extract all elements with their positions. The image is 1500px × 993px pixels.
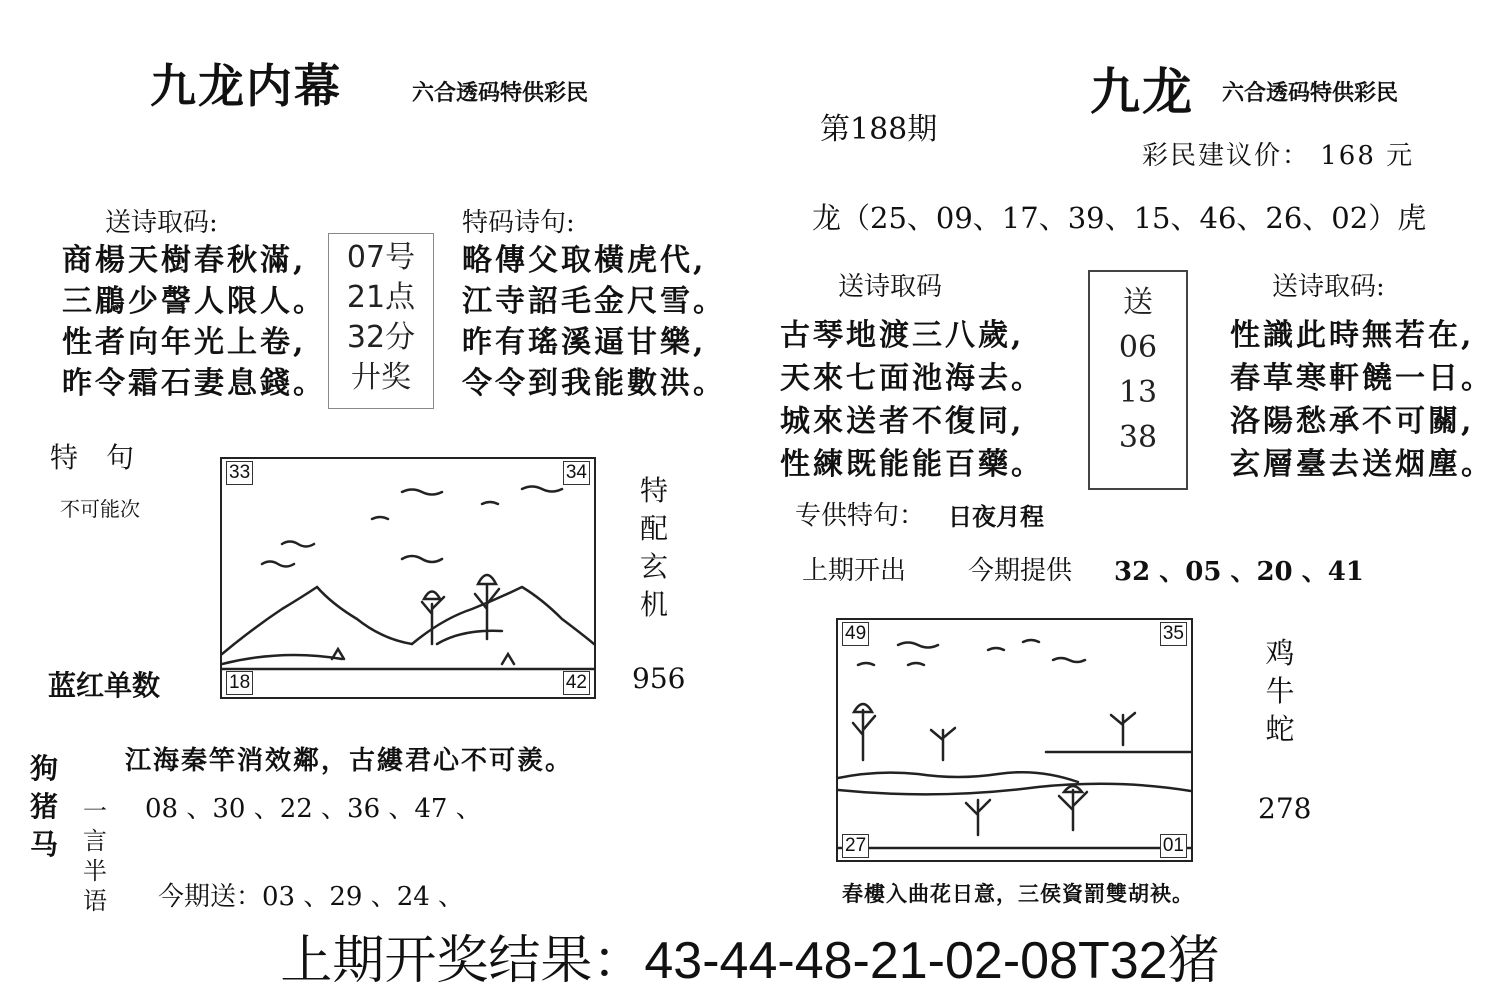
left-subtitle: 六合透码特供彩民 [412, 80, 589, 106]
box-line: 廾奖 [351, 360, 411, 395]
left-poem1-heading: 送诗取码: [105, 208, 218, 238]
box-line: 送 [1123, 285, 1153, 320]
corner-number: 01 [1160, 834, 1187, 858]
corner-number: 42 [563, 671, 590, 695]
left-center-box [328, 233, 434, 409]
right-poem2-heading: 送诗取码: [1272, 272, 1385, 302]
price-label: 彩民建议价： 168 元 [1142, 141, 1415, 171]
poem-line: 略傳父取橫虎代, [462, 243, 707, 278]
box-line: 07号 [346, 240, 416, 275]
right-animals: 鸡牛蛇 [1265, 636, 1295, 746]
poem-line: 玄層臺去送烟塵。 [1230, 447, 1494, 482]
poem-line: 天來七面池海去。 [780, 361, 1044, 396]
right-landscape-picture [836, 618, 1193, 862]
left-poem2 [462, 240, 726, 404]
poem-line: 春草寒軒饒一日。 [1230, 361, 1494, 396]
poem-line: 令令到我能數洪。 [462, 366, 726, 401]
left-numbers: 08 、30 、22 、36 、47 、 [145, 794, 482, 824]
poem-line: 商楊天樹春秋滿, [62, 243, 307, 278]
poem-line: 性練既能能百藥。 [780, 447, 1044, 482]
phrase-vertical: 一言半语 [83, 797, 107, 915]
last-result: 上期开奖结果：43-44-48-21-02-08T32猪 [280, 932, 1220, 990]
corner-number: 49 [842, 622, 869, 646]
box-line: 21点 [346, 280, 416, 315]
side-vertical-text: 特配玄机 [639, 474, 668, 621]
poem-line: 性者向年光上卷, [62, 325, 307, 360]
box-line: 06 [1118, 330, 1158, 365]
dragon-tiger-line: 龙（25、09、17、39、15、46、26、02）虎 [812, 201, 1427, 235]
te-ju-label: 特 句 [50, 441, 135, 474]
left-poem1 [62, 240, 326, 404]
corner-number: 35 [1160, 622, 1187, 646]
poem-line: 昨令霜石妻息錢。 [62, 366, 326, 401]
right-poem2 [1230, 314, 1494, 486]
left-verse: 江海秦竿消效鄰，古縷君心不可羨。 [125, 746, 574, 776]
last-open-label: 上期开出 [802, 556, 907, 586]
bu-ke-neng-label: 不可能次 [60, 499, 140, 521]
left-side-number: 956 [632, 662, 686, 695]
right-side-number: 278 [1258, 792, 1312, 825]
box-line: 32分 [346, 320, 416, 355]
left-landscape-picture [220, 457, 596, 699]
left-animals: 狗猪马 [29, 752, 58, 861]
this-provide-label: 今期提供 [968, 556, 1073, 586]
today-send: 今期送：03 、29 、24 、 [158, 882, 465, 912]
box-line: 13 [1118, 375, 1158, 410]
left-title: 九龙内幕 [150, 59, 342, 113]
poem-line: 洛陽愁承不可關, [1230, 404, 1475, 439]
landscape-drawing [838, 620, 1191, 860]
right-poem1 [780, 314, 1044, 486]
poem-line: 性識此時無若在, [1230, 318, 1475, 353]
poem-line: 昨有瑤溪逼甘樂, [462, 325, 707, 360]
poem-line: 三鶥少謦人限人。 [62, 284, 326, 319]
issue-number: 第188期 [820, 112, 938, 147]
provide-numbers: 32 、05 、20 、41 [1114, 557, 1364, 587]
right-subtitle: 六合透码特供彩民 [1222, 80, 1399, 106]
poem-line: 城來送者不復同, [780, 404, 1025, 439]
left-poem2-heading: 特码诗句: [462, 208, 575, 238]
special-label: 专供特句： [795, 501, 926, 531]
right-verse: 春樓入曲花日意，三侯資罰雙胡袂。 [842, 881, 1194, 906]
right-poem1-heading: 送诗取码 [838, 272, 943, 302]
poem-line: 江寺詔毛金尺雪。 [462, 284, 726, 319]
landscape-drawing [222, 459, 594, 697]
corner-number: 18 [226, 671, 253, 695]
corner-number: 27 [842, 834, 869, 858]
poem-line: 古琴地渡三八歲, [780, 318, 1025, 353]
box-line: 38 [1118, 420, 1158, 455]
blue-red-label: 蓝红单数 [48, 669, 161, 702]
special-value: 日夜月程 [948, 502, 1044, 531]
corner-number: 34 [563, 461, 590, 485]
right-center-box [1088, 270, 1188, 490]
right-title: 九龙 [1090, 62, 1194, 121]
corner-number: 33 [226, 461, 253, 485]
